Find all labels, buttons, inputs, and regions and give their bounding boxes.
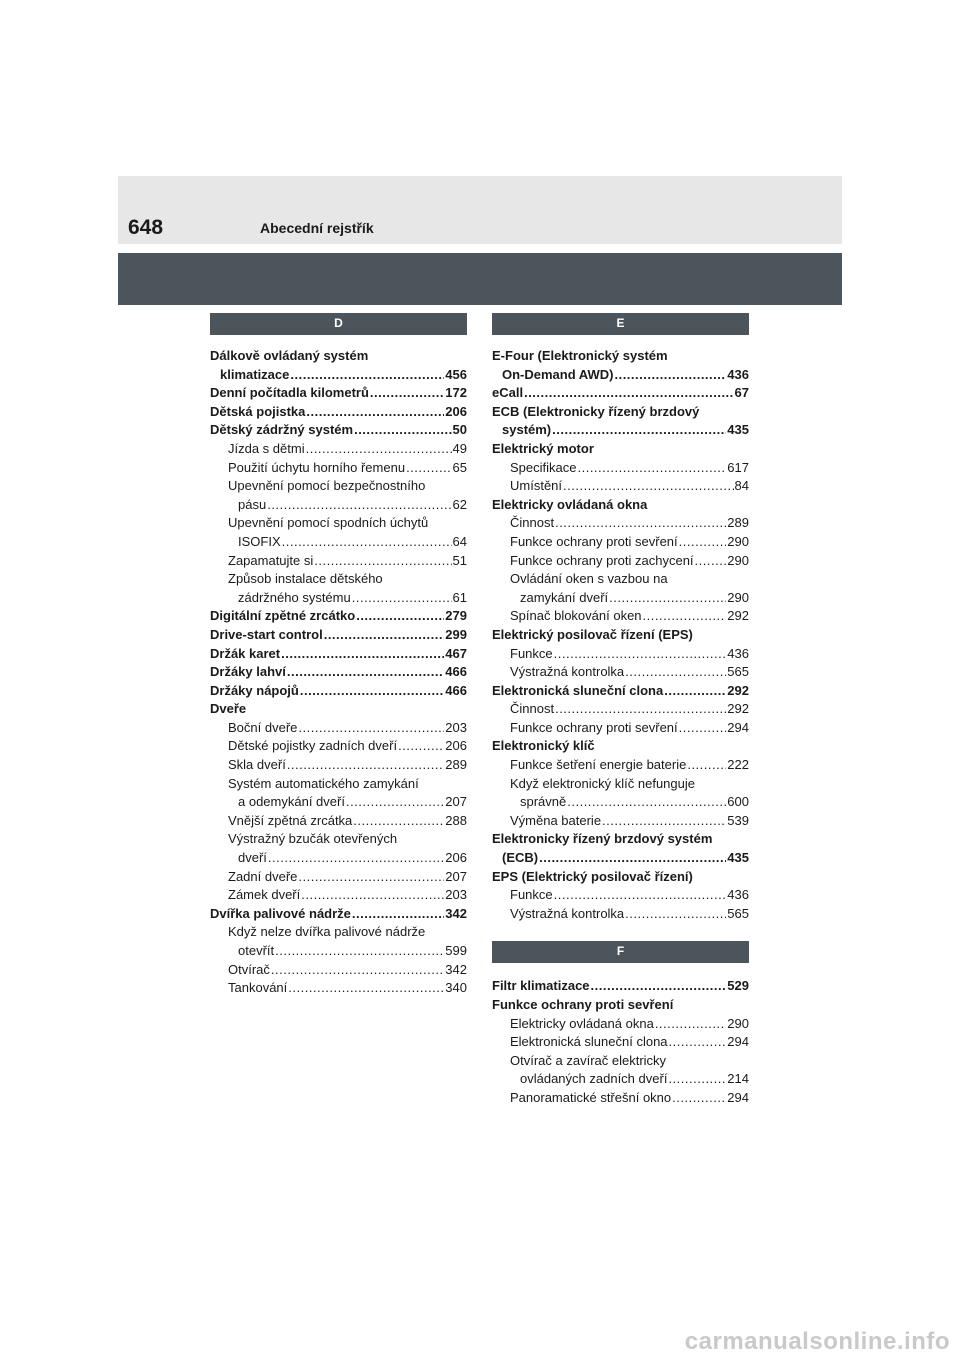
index-subentry — [492, 756, 749, 775]
page-ref: 435 — [727, 422, 749, 438]
leader-dots — [298, 719, 444, 738]
leader-dots — [679, 533, 727, 552]
entry-text: Funkce ochrany proti sevření — [510, 533, 678, 549]
page-ref: 466 — [445, 664, 467, 680]
leader-dots — [614, 366, 726, 385]
page-ref: 617 — [727, 459, 749, 475]
entry-text: Dvířka palivové nádrže — [210, 905, 351, 921]
index-subentry — [492, 552, 749, 571]
entry-text: Když nelze dvířka palivové nádrže — [228, 924, 426, 940]
index-subentry — [210, 961, 467, 980]
leader-dots — [352, 905, 444, 924]
page-ref: 292 — [727, 682, 749, 698]
index-subentry — [210, 440, 467, 459]
page-ref: 290 — [727, 552, 749, 568]
entry-text: Elektricky ovládaná okna — [492, 496, 648, 512]
entry-text: Tankování — [228, 980, 288, 996]
page-ref: 456 — [445, 366, 467, 382]
index-subentry — [492, 459, 749, 478]
index-entry — [210, 905, 467, 924]
leader-dots — [398, 737, 444, 756]
index-entry — [492, 347, 749, 384]
leader-dots — [672, 1089, 726, 1108]
index-subentry — [210, 477, 467, 514]
index-subentry — [492, 663, 749, 682]
index-entry — [210, 682, 467, 701]
entry-text: Dveře — [210, 701, 247, 717]
index-entry — [210, 626, 467, 645]
leader-dots — [314, 552, 451, 571]
page-ref: 206 — [445, 403, 467, 419]
index-subentry — [210, 830, 467, 867]
index-subentry — [492, 514, 749, 533]
index-subentry — [210, 775, 467, 812]
entry-text: zamykání dveří — [520, 589, 609, 605]
page-ref: 50 — [452, 422, 467, 438]
entry-text: Elektricky ovládaná okna — [510, 1015, 654, 1031]
page-ref: 340 — [445, 980, 467, 996]
entry-text: Elektronická sluneční clona — [510, 1034, 668, 1050]
entry-text: Zapamatujte si — [228, 552, 314, 568]
index-subentry — [210, 514, 467, 551]
entry-text: Umístění — [510, 478, 563, 494]
page-ref: 436 — [727, 887, 749, 903]
leader-dots — [290, 366, 444, 385]
entry-text: Elektronicky řízený brzdový systém — [492, 831, 713, 847]
leader-dots — [563, 477, 734, 496]
header-band — [118, 176, 842, 244]
entry-text: Upevnění pomocí bezpečnostního — [228, 478, 426, 494]
index-entry — [210, 347, 467, 384]
entry-text: Činnost — [510, 701, 555, 717]
index-entry — [492, 403, 749, 440]
leader-dots — [275, 942, 444, 961]
leader-dots — [287, 756, 444, 775]
entry-text: Filtr klimatizace — [492, 978, 590, 994]
watermark: carmanualsonline.info — [684, 1328, 950, 1355]
page-ref: 206 — [445, 738, 467, 754]
index-subentry — [492, 1052, 749, 1089]
entry-text: otevřít — [238, 943, 275, 958]
page-ref: 203 — [445, 887, 467, 903]
page-ref: 466 — [445, 682, 467, 698]
leader-dots — [324, 626, 445, 645]
entry-text: ovládaných zadních dveří — [520, 1071, 668, 1087]
page-ref: 600 — [727, 794, 749, 810]
entry-text: EPS (Elektrický posilovač řízení) — [492, 868, 693, 884]
leader-dots — [664, 682, 726, 701]
entry-text: Systém automatického zamykání — [228, 775, 419, 791]
page-number: 648 — [128, 216, 164, 239]
leader-dots — [406, 459, 451, 478]
index-subentry — [210, 923, 467, 960]
leader-dots — [298, 868, 444, 887]
page-ref: 539 — [727, 812, 749, 828]
index-subentry — [210, 756, 467, 775]
entry-text: Dětský zádržný systém — [210, 422, 354, 438]
entry-text: ECB (Elektronicky řízený brzdový — [492, 403, 700, 419]
index-entry — [492, 682, 749, 701]
section-title: Abecední rejstřík — [260, 220, 374, 236]
leader-dots — [287, 663, 444, 682]
entry-text: E-Four (Elektronický systém — [492, 348, 668, 363]
page-ref: 214 — [727, 1071, 749, 1087]
leader-dots — [356, 607, 444, 626]
page-ref: 222 — [727, 757, 749, 773]
entry-text: Funkce — [510, 645, 553, 661]
leader-dots — [306, 440, 452, 459]
page-ref: 436 — [727, 645, 749, 661]
page-ref: 565 — [727, 664, 749, 680]
entry-text: ISOFIX — [238, 533, 281, 549]
entry-text: Výstražný bzučák otevřených — [228, 831, 398, 847]
entry-text: Funkce ochrany proti zachycení — [510, 552, 694, 568]
index-subentry — [492, 775, 749, 812]
index-subentry — [492, 645, 749, 664]
leader-dots — [524, 384, 733, 403]
entry-text: Skla dveří — [228, 757, 286, 773]
index-subentry — [492, 719, 749, 738]
leader-dots — [552, 421, 726, 440]
leader-dots — [625, 905, 726, 924]
leader-dots — [679, 719, 727, 738]
entry-text: Činnost — [510, 515, 555, 531]
entry-text: Elektronický klíč — [492, 738, 595, 754]
entry-text: systém) — [502, 422, 552, 438]
entry-text: Specifikace — [510, 459, 577, 475]
page-ref: 342 — [445, 905, 467, 921]
entry-text: správně — [520, 794, 567, 810]
index-subentry — [210, 719, 467, 738]
page-ref: 206 — [445, 850, 467, 866]
index-entry — [492, 868, 749, 887]
leader-dots — [354, 421, 451, 440]
entry-text: Spínač blokování oken — [510, 608, 642, 624]
entry-text: Digitální zpětné zrcátko — [210, 608, 356, 624]
entry-text: Držáky lahví — [210, 664, 286, 680]
entry-text: Výměna baterie — [510, 812, 602, 828]
page-ref: 84 — [734, 478, 749, 494]
entry-text: Když elektronický klíč nefunguje — [510, 775, 695, 791]
page-ref: 61 — [452, 589, 467, 605]
index-subentry — [210, 886, 467, 905]
index-subentry — [492, 570, 749, 607]
index-subentry — [210, 570, 467, 607]
page-ref: 565 — [727, 905, 749, 921]
leader-dots — [591, 977, 727, 996]
page-ref: 292 — [727, 608, 749, 624]
index-subentry — [492, 812, 749, 831]
page-ref: 294 — [727, 1089, 749, 1105]
page-ref: 435 — [727, 850, 749, 866]
page-ref: 203 — [445, 719, 467, 735]
entry-text: Dětské pojistky zadních dveří — [228, 738, 398, 754]
entry-text: Ovládání oken s vazbou na — [510, 571, 668, 587]
page-ref: 467 — [445, 645, 467, 661]
page-ref: 207 — [445, 868, 467, 884]
index-entry — [492, 626, 749, 645]
index-entry — [210, 421, 467, 440]
page-ref: 290 — [727, 1015, 749, 1031]
index-entry — [492, 384, 749, 403]
page-ref: 294 — [727, 719, 749, 735]
page-ref: 299 — [445, 626, 467, 642]
page-ref: 294 — [727, 1034, 749, 1050]
page-ref: 49 — [452, 440, 467, 456]
leader-dots — [669, 1033, 727, 1052]
leader-dots — [577, 459, 726, 478]
leader-dots — [370, 384, 444, 403]
leader-dots — [281, 645, 444, 664]
entry-text: Dálkově ovládaný systém — [210, 348, 369, 363]
entry-text: Použití úchytu horního řemenu — [228, 459, 406, 475]
leader-dots — [695, 552, 727, 571]
entry-text: Výstražná kontrolka — [510, 664, 625, 680]
page-ref: 290 — [727, 589, 749, 605]
page-ref: 289 — [727, 515, 749, 531]
entry-text: Vnější zpětná zrcátka — [228, 812, 353, 828]
index-subentry — [210, 737, 467, 756]
index-subentry — [492, 1015, 749, 1034]
leader-dots — [267, 496, 451, 515]
leader-dots — [306, 403, 444, 422]
entry-text: Otvírač a zavírač elektricky — [510, 1052, 667, 1068]
entry-text: Elektronická sluneční clona — [492, 682, 664, 698]
page-ref: 288 — [445, 812, 467, 828]
leader-dots — [268, 849, 444, 868]
leader-dots — [643, 607, 727, 626]
page-ref: 436 — [727, 366, 749, 382]
entry-text: Výstražná kontrolka — [510, 905, 625, 921]
entry-text: Způsob instalace dětského — [228, 571, 383, 587]
page-ref: 67 — [734, 385, 749, 401]
leader-dots — [301, 886, 444, 905]
leader-dots — [555, 514, 726, 533]
entry-text: zádržného systému — [238, 589, 351, 605]
entry-text: Elektrický motor — [492, 440, 594, 456]
index-entry — [492, 737, 749, 756]
leader-dots — [625, 663, 726, 682]
letter-heading: D — [210, 313, 467, 335]
entry-text: Funkce ochrany proti sevření — [510, 719, 678, 735]
index-subentry — [492, 905, 749, 924]
leader-dots — [609, 589, 726, 608]
entry-text: Funkce šetření energie baterie — [510, 757, 687, 773]
entry-text: Drive-start control — [210, 626, 323, 642]
leader-dots — [539, 849, 726, 868]
index-subentry — [492, 886, 749, 905]
leader-dots — [282, 533, 452, 552]
page-ref: 529 — [727, 978, 749, 994]
index-entry — [492, 830, 749, 867]
index-subentry — [492, 533, 749, 552]
entry-text: Dětská pojistka — [210, 403, 306, 419]
entry-text: Otvírač — [228, 961, 270, 977]
page-ref: 292 — [727, 701, 749, 717]
page-ref: 207 — [445, 794, 467, 810]
leader-dots — [687, 756, 726, 775]
index-subentry — [492, 700, 749, 719]
page-ref: 51 — [452, 552, 467, 568]
index-subentry — [492, 1033, 749, 1052]
page-ref: 290 — [727, 533, 749, 549]
leader-dots — [271, 961, 444, 980]
leader-dots — [352, 589, 452, 608]
index-column-left — [210, 313, 467, 998]
entry-text: Zadní dveře — [228, 868, 298, 884]
entry-text: Zámek dveří — [228, 887, 301, 903]
index-subentry — [210, 812, 467, 831]
index-column-right — [492, 313, 749, 1108]
leader-dots — [554, 886, 727, 905]
entry-text: Elektrický posilovač řízení (EPS) — [492, 626, 693, 642]
entry-text: a odemykání dveří — [238, 794, 345, 810]
index-subentry — [210, 868, 467, 887]
entry-text: Funkce — [510, 887, 553, 903]
leader-dots — [288, 979, 444, 998]
index-entry — [210, 663, 467, 682]
page-ref: 65 — [452, 459, 467, 475]
entry-text: Boční dveře — [228, 719, 298, 735]
index-entry — [210, 645, 467, 664]
leader-dots — [655, 1015, 726, 1034]
index-entry — [210, 700, 467, 719]
entry-text: Jízda s dětmi — [228, 440, 305, 456]
leader-dots — [567, 793, 726, 812]
letter-heading: E — [492, 313, 749, 335]
entry-text: Funkce ochrany proti sevření — [492, 997, 674, 1012]
entry-text: pásu — [238, 496, 267, 512]
page-ref: 172 — [445, 385, 467, 401]
entry-text: dveří — [238, 850, 267, 866]
entry-text: eCall — [492, 385, 524, 401]
leader-dots — [602, 812, 726, 831]
leader-dots — [555, 700, 726, 719]
index-subentry — [492, 607, 749, 626]
entry-text: klimatizace — [220, 366, 290, 382]
header-dark-band — [118, 253, 842, 305]
index-entry — [492, 996, 749, 1015]
index-entry — [492, 977, 749, 996]
leader-dots — [353, 812, 444, 831]
entry-text: Držáky nápojů — [210, 682, 299, 698]
index-entry — [210, 607, 467, 626]
entry-text: Panoramatické střešní okno — [510, 1089, 672, 1105]
page-ref: 289 — [445, 757, 467, 773]
index-entry — [492, 440, 749, 459]
entry-text: Denní počítadla kilometrů — [210, 385, 369, 401]
entry-text: (ECB) — [502, 850, 539, 866]
index-subentry — [492, 477, 749, 496]
index-entry — [492, 496, 749, 515]
index-subentry — [210, 459, 467, 478]
index-subentry — [210, 979, 467, 998]
entry-text: Upevnění pomocí spodních úchytů — [228, 515, 429, 531]
index-entry — [210, 403, 467, 422]
entry-text: Držák karet — [210, 645, 281, 661]
leader-dots — [346, 793, 444, 812]
index-subentry — [492, 1089, 749, 1108]
letter-heading: F — [492, 941, 749, 963]
leader-dots — [668, 1070, 726, 1089]
page-ref: 599 — [445, 943, 467, 958]
leader-dots — [300, 682, 444, 701]
entry-text: On-Demand AWD) — [502, 366, 614, 382]
page-ref: 62 — [452, 496, 467, 512]
index-subentry — [210, 552, 467, 571]
page-ref: 279 — [445, 608, 467, 624]
page-ref: 64 — [452, 533, 467, 549]
index-entry — [210, 384, 467, 403]
leader-dots — [554, 645, 727, 664]
page-ref: 342 — [445, 961, 467, 977]
